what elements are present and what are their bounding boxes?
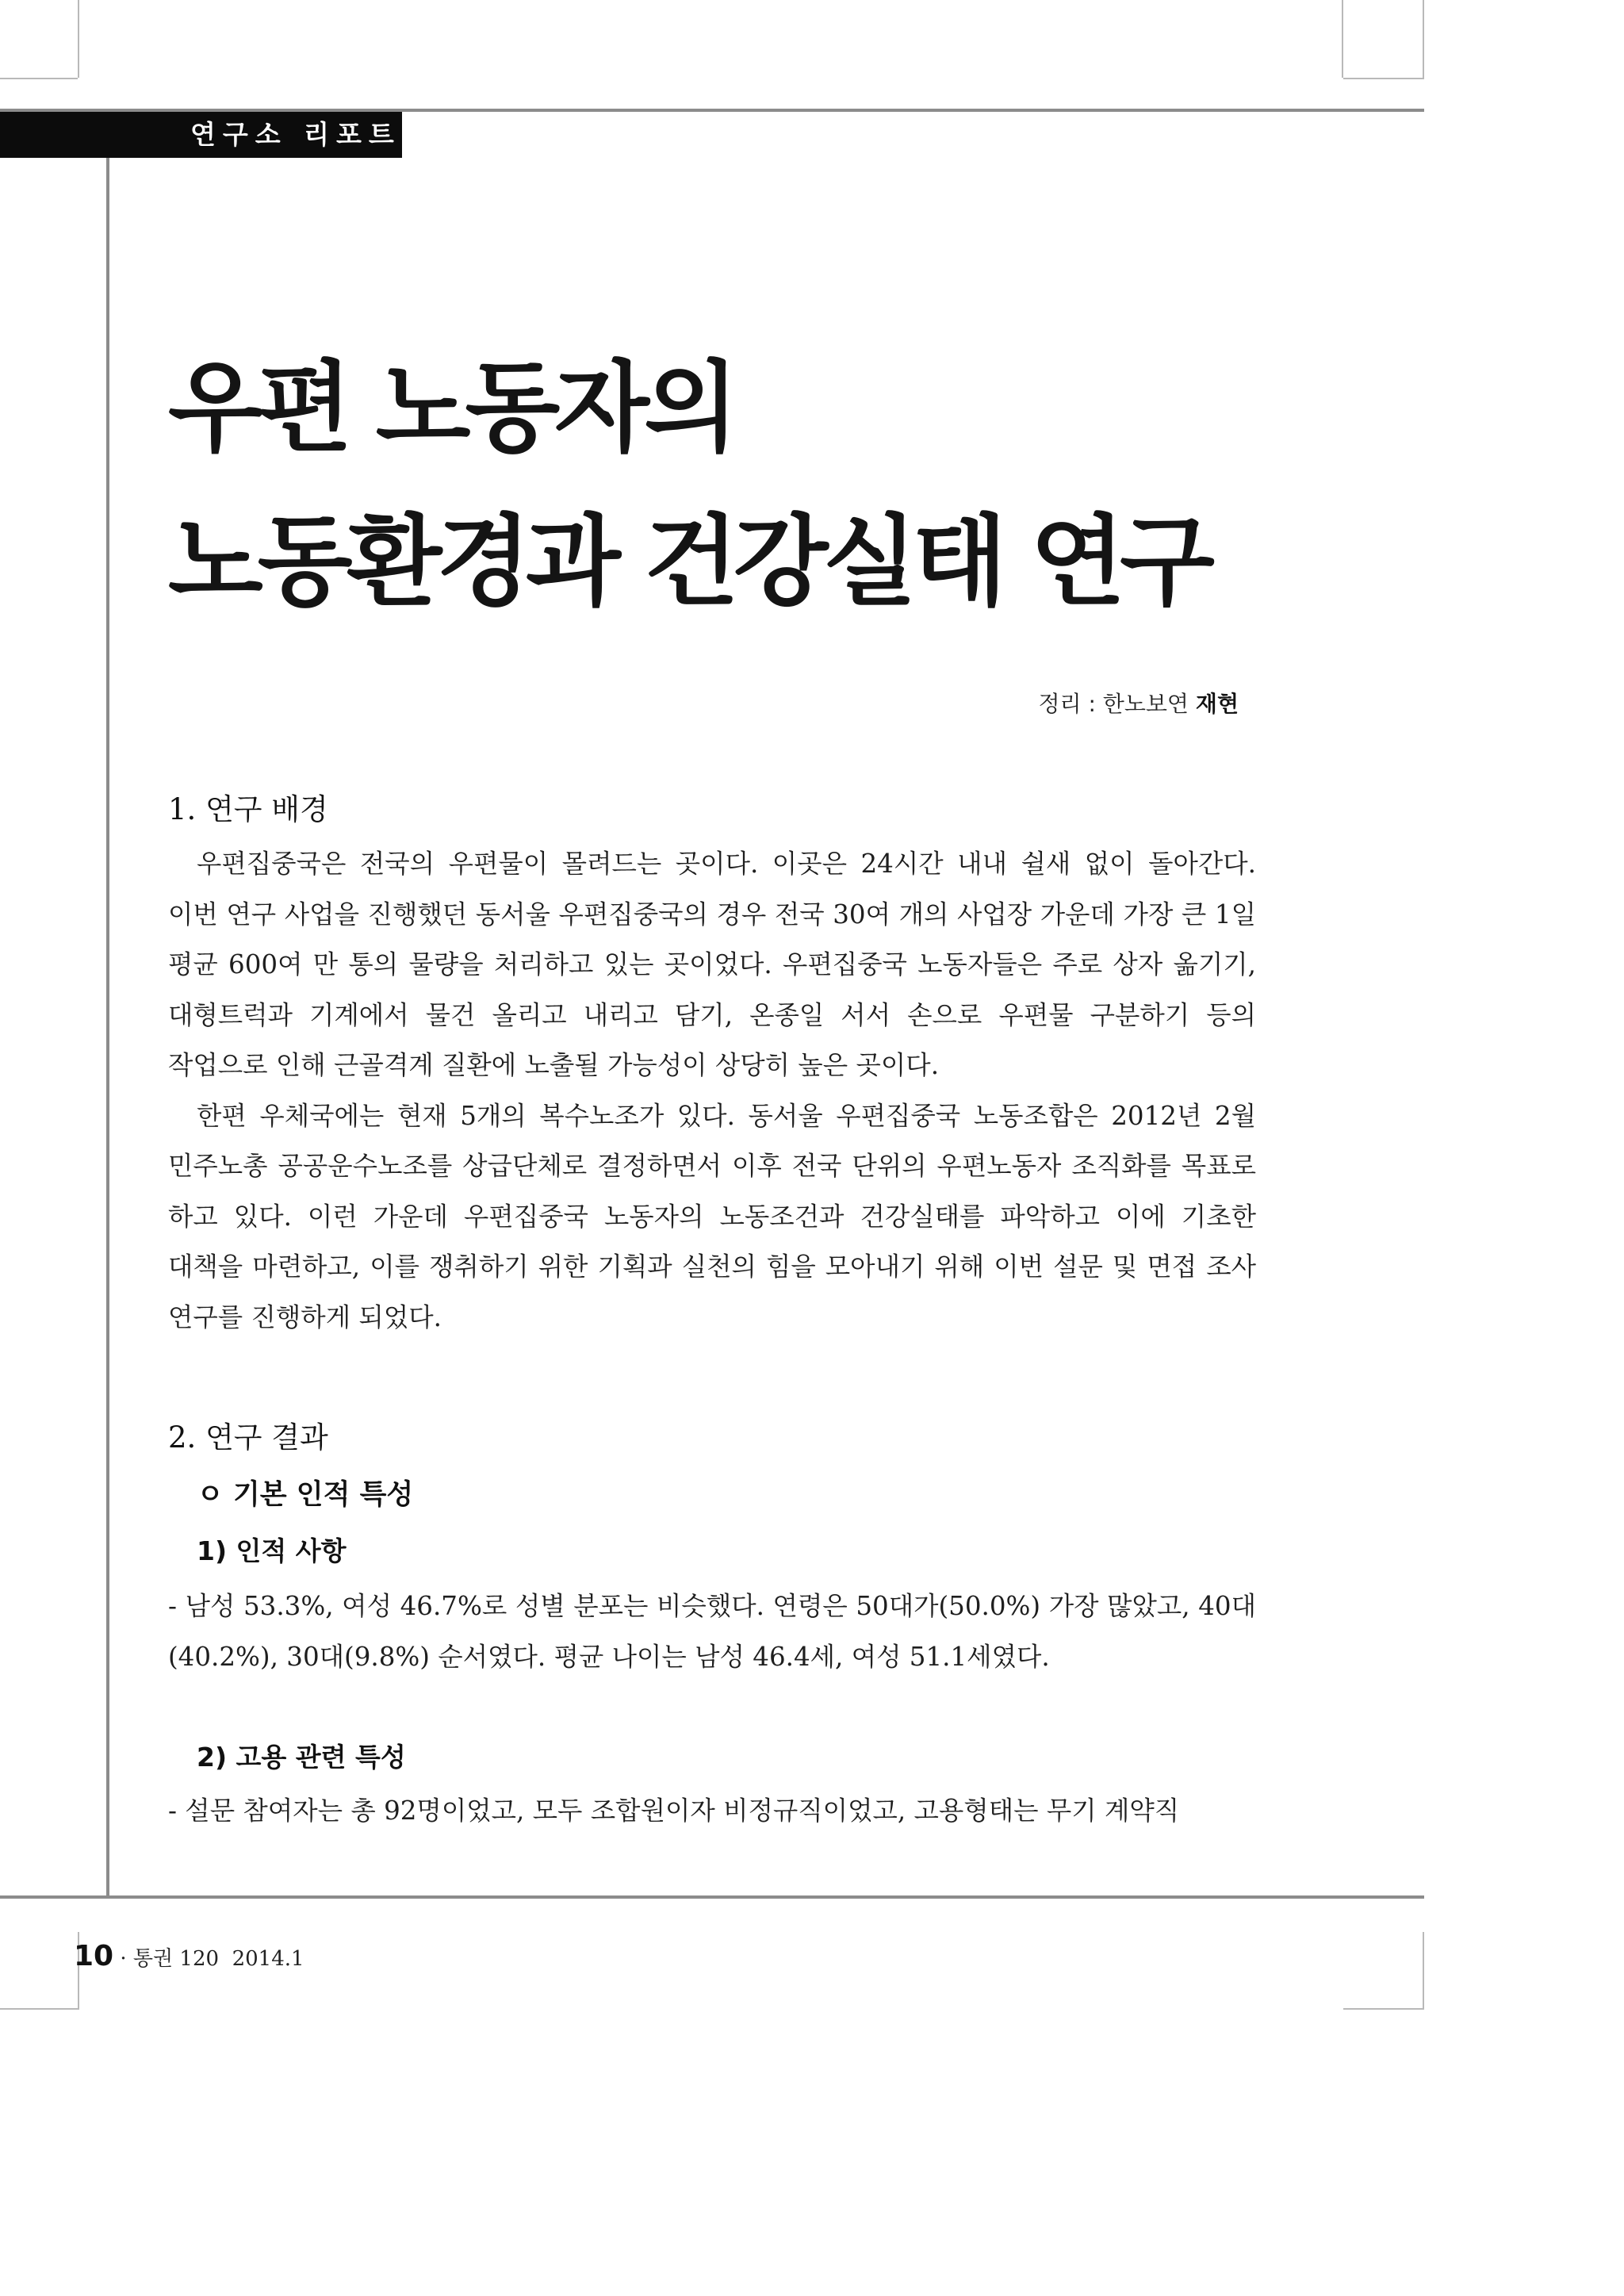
crop-mark xyxy=(0,2008,78,2010)
item-1-heading: 1) 인적 사항 xyxy=(197,1535,347,1566)
crop-mark xyxy=(0,78,78,79)
footer-separator: · xyxy=(120,1947,127,1971)
footer-date: 2014.1 xyxy=(232,1947,304,1971)
page-footer xyxy=(74,1940,304,1972)
title-line-1: 우편 노동자의 xyxy=(168,351,733,466)
author-name: 재현 xyxy=(1195,691,1239,717)
author-credit xyxy=(1038,687,1239,719)
title-line-2: 노동환경과 건강실태 연구 xyxy=(168,504,1209,619)
crop-mark xyxy=(1423,0,1424,78)
item-2-text: - 설문 참여자는 총 92명이었고, 모두 조합원이자 비정규직이었고, 고용형태는 무기 계약직 xyxy=(168,1796,1180,1826)
author-label: 정리 : 한노보연 xyxy=(1038,691,1189,717)
item-2-body xyxy=(168,1786,1256,1837)
section-tab: 연구소 리포트 xyxy=(0,112,402,158)
article-title xyxy=(168,332,1358,639)
item-1-body xyxy=(168,1581,1256,1682)
section-2-heading: 2. 연구 결과 xyxy=(168,1420,328,1455)
crop-mark xyxy=(1342,0,1343,78)
section-1-body xyxy=(168,839,1256,1343)
footer-issue: 통권 120 xyxy=(132,1947,220,1971)
section-1-paragraph-2: 한편 우체국에는 현재 5개의 복수노조가 있다. 동서울 우편집중국 노동조합은 2012년 2월 민주노총 공공운수노조를 상급단체로 결정하면서 이후 전국 단위의 우편노동자 조직화를 목표로 하고 있다. 이런 가운데 우편집중국 노동자의 노동조건과 건강실태를 파악하고 이에 기초한 대책을 마련하고, 이를 쟁취하기 위한 기획과 실천의 힘을 모아내기 위해 이번 설문 및 면접 조사 연구를 진행하게 되었다. xyxy=(168,1100,1256,1332)
crop-mark xyxy=(1343,2008,1424,2010)
crop-mark xyxy=(1423,1932,1424,2010)
page-number: 10 xyxy=(74,1940,114,1972)
bottom-rule xyxy=(0,1895,1424,1899)
section-1-paragraph-1: 우편집중국은 전국의 우편물이 몰려드는 곳이다. 이곳은 24시간 내내 쉴새 없이 돌아간다. 이번 연구 사업을 진행했던 동서울 우편집중국의 경우 전국 30여 개의 사업장 가운데 가장 큰 1일 평균 600여 만 통의 물량을 처리하고 있는 곳이었다. 우편집중국 노동자들은 주로 상자 옮기기, 대형트럭과 기계에서 물건 올리고 내리고 담기, 온종일 서서 손으로 우편물 구분하기 등의 작업으로 인해 근골격계 질환에 노출될 가능성이 상당히 높은 곳이다. xyxy=(168,849,1256,1080)
item-2-heading: 2) 고용 관련 특성 xyxy=(197,1742,406,1773)
crop-mark xyxy=(1343,78,1424,79)
section-1-heading: 1. 연구 배경 xyxy=(168,792,328,826)
left-rule xyxy=(106,112,109,1896)
item-1-text: - 남성 53.3%, 여성 46.7%로 성별 분포는 비슷했다. 연령은 50대가(50.0%) 가장 많았고, 40대(40.2%), 30대(9.8%) 순서였다. 평균 나이는 남성 46.4세, 여성 51.1세였다. xyxy=(168,1591,1256,1672)
crop-mark xyxy=(78,0,79,78)
section-2-subheading: ㅇ 기본 인적 특성 xyxy=(197,1479,414,1511)
